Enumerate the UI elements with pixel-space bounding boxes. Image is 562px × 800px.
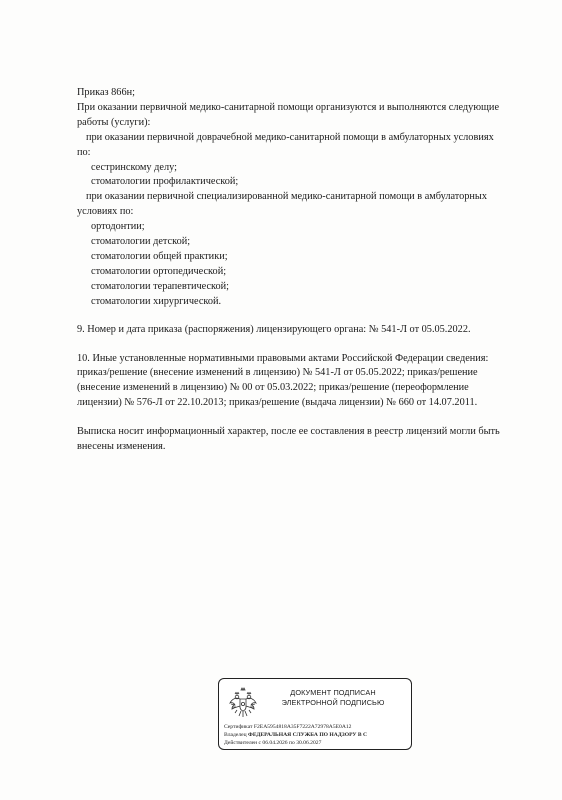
intro-line: При оказании первичной медико-санитарной помощи организуются и выполняются следующие (77, 101, 500, 113)
stamp-title-line: ЭЛЕКТРОННОЙ ПОДПИСЬЮ (281, 697, 385, 707)
certificate-row (224, 723, 412, 731)
stamp-title (263, 688, 403, 707)
validity-from: 06.04.2026 (262, 740, 288, 747)
section-heading: по: (77, 146, 91, 158)
double-headed-eagle-emblem-icon (228, 687, 258, 719)
spacer (77, 411, 527, 425)
service-item: стоматологии терапевтической; (91, 280, 230, 292)
stamp-title-line: ДОКУМЕНТ ПОДПИСАН (290, 688, 376, 697)
owner-row (224, 731, 412, 739)
certificate-label: Сертификат (224, 724, 253, 730)
electronic-signature-stamp (218, 678, 412, 750)
spacer (77, 310, 527, 323)
service-item: стоматологии детской; (91, 236, 191, 248)
document-body (77, 86, 527, 455)
section-heading: условиях по: (77, 206, 134, 218)
certificate-value: F2EA5954818A35F7222A72978A5E0A12 (253, 724, 352, 730)
validity-label: Действителен с (224, 740, 261, 747)
validity-to: 30.06.2027 (296, 740, 322, 747)
note-line: Выписка носит информационный характер, после ее составления в реестр лицензий могли быть (77, 426, 500, 438)
disclaimer-note (77, 425, 527, 455)
section-heading: при оказании первичной специализированной медико-санитарной помощи в амбулаторных (86, 191, 487, 203)
intro-line: работы (услуги): (77, 116, 151, 128)
service-item: стоматологии хирургической. (91, 295, 222, 307)
validity-separator: по (288, 740, 295, 747)
spacer (77, 338, 527, 352)
item-9-order-number: 9. Номер и дата приказа (распоряжения) лицензирующего органа: № 541-Л от 05.05.2022. (77, 323, 471, 335)
owner-label: Владелец (224, 732, 247, 739)
item-10-line: приказ/решение (внесение изменений в лицензию) № 541-Л от 05.05.2022; приказ/решение (77, 367, 478, 379)
service-item: ортодонтии; (91, 221, 145, 233)
item-10-line: (внесение изменений в лицензию) № 00 от 05.03.2022; приказ/решение (переоформление (77, 382, 469, 394)
service-item: сестринскому делу; (91, 161, 177, 173)
prikaz-line: Приказ 866н; (77, 87, 135, 98)
item-10-line: лицензии) № 576-Л от 22.10.2013; приказ/решение (выдача лицензии) № 660 от 14.07.2011. (77, 397, 478, 409)
service-item: стоматологии профилактической; (91, 176, 239, 188)
owner-value: ФЕДЕРАЛЬНАЯ СЛУЖБА ПО НАДЗОРУ В С (248, 732, 368, 739)
section-heading: при оказании первичной доврачебной медико-санитарной помощи в амбулаторных условиях (86, 131, 494, 143)
service-item: стоматологии ортопедической; (91, 265, 227, 277)
note-line: внесены изменения. (77, 441, 166, 453)
item-10-line: 10. Иные установленные нормативными правовыми актами Российской Федерации сведения: (77, 352, 489, 364)
validity-row (224, 739, 412, 747)
item-10-other-info (77, 352, 527, 412)
service-item: стоматологии общей практики; (91, 250, 228, 262)
stamp-details (224, 723, 412, 748)
